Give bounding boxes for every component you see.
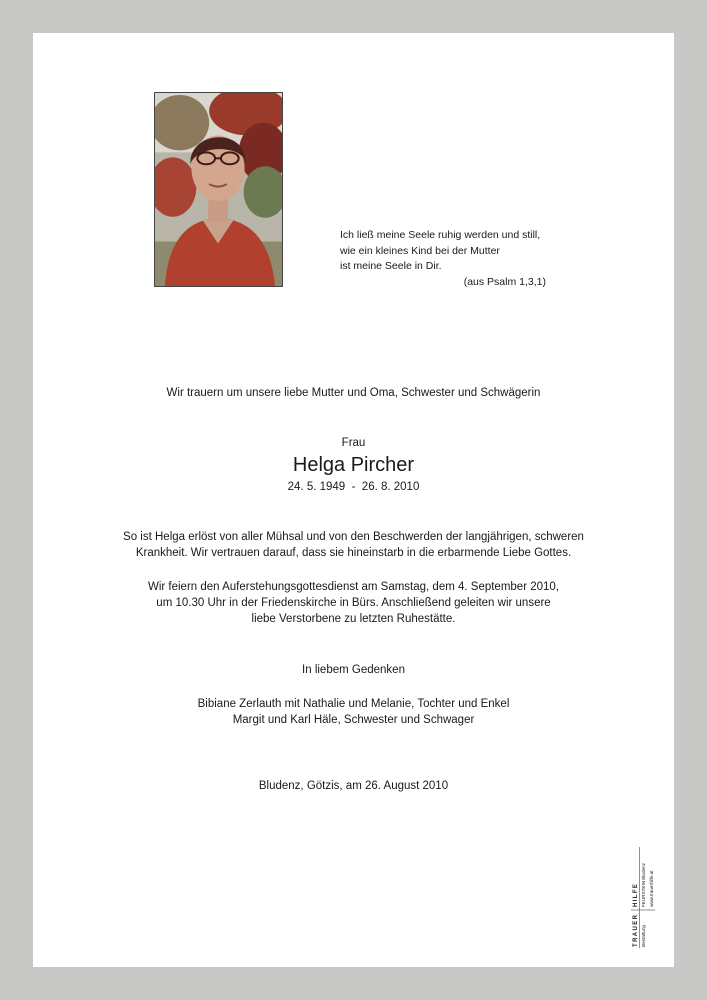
obituary-sheet: [33, 33, 674, 967]
paragraph-service: [33, 579, 674, 627]
psalm-quote: [340, 228, 550, 290]
psalm-line: Ich ließ meine Seele ruhig werden und still,: [340, 229, 541, 241]
paragraph-line: Wir feiern den Auferstehungsgottesdienst am Samstag, dem 4. September 2010,: [147, 581, 560, 593]
portrait-illustration: [155, 93, 282, 286]
paragraph-line: So ist Helga erlöst von aller Mühsal und von den Beschwerden der langjährigen, schweren: [123, 531, 584, 543]
paragraph-line: um 10.30 Uhr in der Friedenskirche in Bürs. Anschließend geleiten wir unsere: [156, 597, 551, 609]
psalm-line: wie ein kleines Kind bei der Mutter: [340, 244, 500, 257]
mourner-line: Bibiane Zerlauth mit Nathalie und Melanie, Tochter und Enkel: [197, 698, 510, 710]
place-date: Bludenz, Götzis, am 26. August 2010: [258, 780, 449, 792]
paragraph-line: Krankheit. Wir vertrauen darauf, dass sie hineinstarb in die erbarmende Liebe Gottes.: [135, 547, 572, 559]
portrait-photo: [154, 92, 283, 287]
logo-text: FEURSTEIN Bludenz: [641, 863, 646, 907]
life-dates: 24. 5. 1949 - 26. 8. 2010: [287, 481, 420, 493]
deceased-name: Helga Pircher: [292, 454, 415, 476]
paragraph-line: liebe Verstorbene zu letzten Ruhestätte.: [251, 613, 456, 625]
logo-text: www.trauerhilfe.at: [649, 870, 654, 907]
remembrance-line: In liebem Gedenken: [302, 664, 405, 676]
mourners-list: [33, 696, 674, 728]
salutation: Frau: [341, 437, 366, 449]
mourner-line: Margit und Karl Häle, Schwester und Schwager: [232, 714, 475, 726]
logo-text: TRAUER: [633, 913, 639, 947]
paragraph-farewell: [33, 529, 674, 561]
psalm-source: (aus Psalm 1,3,1): [463, 275, 546, 288]
logo-text: HILFE: [633, 882, 639, 907]
psalm-line: ist meine Seele in Dir.: [340, 260, 442, 272]
logo-text: Bestattung: [641, 925, 646, 947]
intro-line: Wir trauern um unsere liebe Mutter und Oma, Schwester und Schwägerin: [166, 387, 541, 399]
funeral-service-logo: [629, 845, 663, 949]
